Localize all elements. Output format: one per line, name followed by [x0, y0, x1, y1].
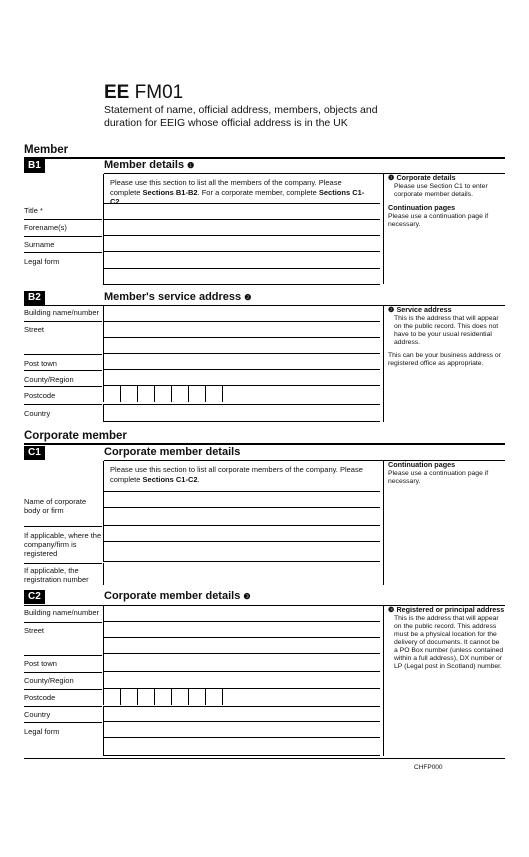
- label-legal-form: Legal form: [24, 257, 60, 266]
- b1-intro: Please use this section to list all the members of the company. Please complete Sections B1-B2. For a corporate member, complete Sections C1-C2.: [103, 174, 380, 204]
- label-forenames: Forename(s): [24, 223, 67, 232]
- label-c2-postcode: Postcode: [24, 693, 56, 702]
- c2-street-field[interactable]: [103, 622, 380, 638]
- section-tag-b2: B2: [24, 291, 45, 305]
- c2-county-field[interactable]: [103, 672, 380, 689]
- label-post-town: Post town: [24, 359, 57, 368]
- form-subtitle: Statement of name, official address, members, objects and duration for EEIG whose official address is in the UK: [104, 104, 378, 129]
- c2-country-field[interactable]: [103, 706, 380, 722]
- section-tag-b1: B1: [24, 159, 45, 173]
- c2-legal-form-field[interactable]: [103, 722, 380, 738]
- corporate-name-field-2[interactable]: [103, 508, 380, 526]
- label-title: Title *: [24, 206, 43, 215]
- post-town-field[interactable]: [103, 354, 380, 370]
- b1-note: ❶ Corporate details Please use Section C1 to enter corporate member details. Continuation pages Please use a continuation page if necessary.: [383, 174, 505, 284]
- c2-building-field[interactable]: [103, 606, 380, 622]
- section-tag-c2: C2: [24, 590, 45, 604]
- corporate-name-field[interactable]: [103, 492, 380, 508]
- label-postcode: Postcode: [24, 391, 56, 400]
- section-heading-c1: Corporate member details: [104, 446, 241, 458]
- surname-field[interactable]: [103, 236, 380, 252]
- legal-form-field[interactable]: [103, 252, 380, 269]
- c2-street-field-2[interactable]: [103, 638, 380, 654]
- county-field[interactable]: [103, 370, 380, 386]
- c2-postcode-field[interactable]: [103, 689, 380, 707]
- label-c2-country: Country: [24, 710, 51, 719]
- label-registered-where: If applicable, where the company/firm is registered: [24, 531, 102, 558]
- section-tag-c1: C1: [24, 446, 45, 460]
- c2-legal-form-field-2[interactable]: [103, 738, 380, 756]
- label-c2-building: Building name/number: [24, 608, 100, 617]
- registered-where-field[interactable]: [103, 526, 380, 542]
- c2-note: ❸ Registered or principal address This is the address that will appear on the public record. This address must be a physical location for the delivery of documents. It cannot be a PO Box number (unless contained within a full address), DX number or LP (Legal post in Scotland) number.: [383, 606, 505, 756]
- street-field[interactable]: [103, 322, 380, 338]
- label-c2-street: Street: [24, 626, 45, 635]
- section-heading-b1: Member details ❶: [104, 159, 195, 171]
- label-c2-post-town: Post town: [24, 659, 57, 668]
- building-field[interactable]: [103, 306, 380, 322]
- registered-where-field-2[interactable]: [103, 542, 380, 562]
- form-code: EE FM01: [104, 82, 184, 103]
- label-registration-number: If applicable, the registration number: [24, 566, 89, 584]
- registration-number-field[interactable]: [103, 563, 380, 585]
- section-title-member: Member: [24, 144, 69, 156]
- bottom-divider: [24, 758, 505, 759]
- street-field-2[interactable]: [103, 338, 380, 354]
- label-street: Street: [24, 325, 45, 334]
- c1-note: Continuation pages Please use a continuation page if necessary.: [383, 461, 505, 585]
- label-c2-legal-form: Legal form: [24, 727, 60, 736]
- label-country: Country: [24, 409, 51, 418]
- b2-note: ❷ Service address This is the address that will appear on the public record. This does not have to be your usual residential address. This can be your business address or registered office as appropriate.: [383, 306, 505, 422]
- country-field[interactable]: [103, 404, 380, 422]
- c1-intro: Please use this section to list all corporate members of the company. Please complete Sections C1-C2.: [103, 461, 380, 492]
- section-title-corporate: Corporate member: [24, 430, 127, 442]
- footer-code: CHFP000: [414, 764, 443, 771]
- label-county: County/Region: [24, 375, 74, 384]
- divider: [24, 157, 505, 159]
- label-c2-county: County/Region: [24, 676, 74, 685]
- label-surname: Surname: [24, 240, 55, 249]
- forenames-field[interactable]: [103, 220, 380, 236]
- c2-post-town-field[interactable]: [103, 654, 380, 672]
- postcode-field[interactable]: [103, 386, 380, 405]
- legal-form-field-2[interactable]: [103, 269, 380, 285]
- section-heading-c2: Corporate member details ❸: [104, 590, 251, 602]
- title-field[interactable]: [103, 204, 380, 220]
- section-heading-b2: Member's service address ❷: [104, 291, 252, 303]
- label-building: Building name/number: [24, 308, 100, 317]
- label-corporate-name: Name of corporate body or firm: [24, 497, 87, 515]
